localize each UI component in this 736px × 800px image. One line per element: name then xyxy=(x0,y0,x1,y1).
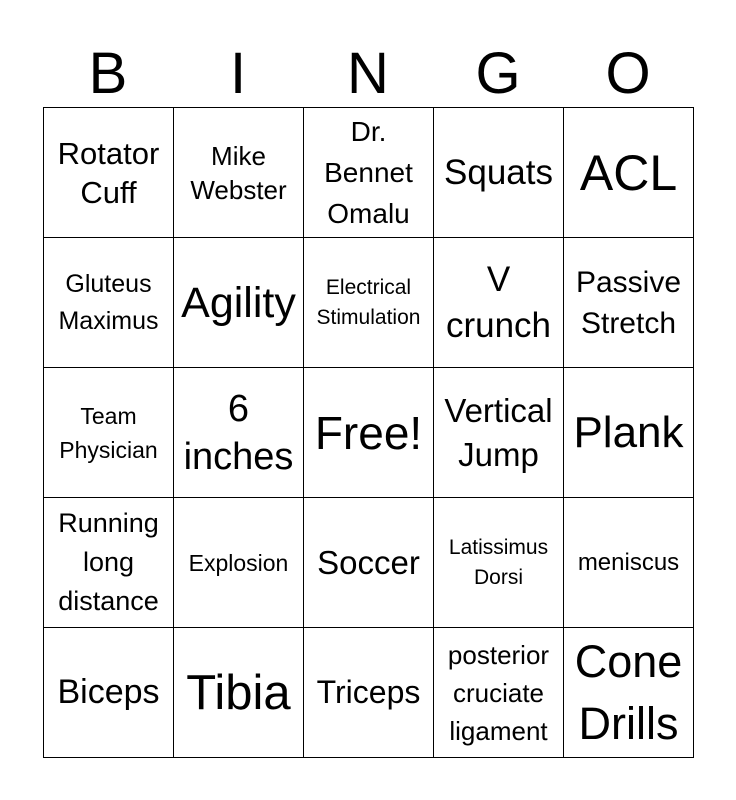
cell-label: Soccer xyxy=(317,544,420,581)
cell-label: Squats xyxy=(444,153,553,192)
cell-label: Dr. Bennet Omalu xyxy=(324,116,413,229)
bingo-cell[interactable] xyxy=(434,498,564,628)
cell-label: meniscus xyxy=(577,548,680,576)
bingo-cell[interactable] xyxy=(434,238,564,368)
cell-label: Tibia xyxy=(186,665,291,720)
bingo-cell[interactable] xyxy=(564,368,694,498)
bingo-cell[interactable] xyxy=(304,498,434,628)
cell-label: Team Physician xyxy=(59,402,158,463)
bingo-cell[interactable] xyxy=(304,238,434,368)
bingo-header xyxy=(43,40,693,108)
cell-label: Electrical Stimulation xyxy=(316,275,421,329)
cell-label: Vertical Jump xyxy=(444,391,553,473)
bingo-cell[interactable] xyxy=(44,498,174,628)
bingo-cell[interactable] xyxy=(434,108,564,238)
cell-label: Cone Drills xyxy=(574,635,683,749)
cell-label: Passive Stretch xyxy=(575,265,682,340)
bingo-cell[interactable] xyxy=(564,238,694,368)
header-letter-g: G xyxy=(475,41,521,106)
cell-label: ACL xyxy=(579,144,678,201)
cell-label: Plank xyxy=(573,407,684,457)
bingo-cell[interactable] xyxy=(174,498,304,628)
header-letter-o: O xyxy=(605,41,651,106)
header-letter-b: B xyxy=(88,41,128,106)
cell-label: Agility xyxy=(181,278,296,327)
bingo-cell[interactable] xyxy=(44,108,174,238)
bingo-cell[interactable] xyxy=(564,108,694,238)
header-letter-i: I xyxy=(229,41,247,106)
bingo-cell[interactable] xyxy=(44,368,174,498)
bingo-cell[interactable] xyxy=(44,238,174,368)
cell-label: Mike Webster xyxy=(190,140,287,205)
bingo-cell[interactable] xyxy=(434,368,564,498)
bingo-cell[interactable] xyxy=(564,498,694,628)
cell-label: Gluteus Maximus xyxy=(58,269,159,335)
bingo-cell[interactable] xyxy=(174,628,304,758)
cell-label: 6 inches xyxy=(183,387,294,478)
bingo-cell[interactable] xyxy=(564,628,694,758)
bingo-cell[interactable] xyxy=(304,628,434,758)
cell-label: Running long distance xyxy=(58,508,159,616)
cell-label: posterior cruciate ligament xyxy=(447,639,550,746)
header-letter-n: N xyxy=(347,41,389,106)
cell-label: Biceps xyxy=(57,673,160,711)
cell-label: Free! xyxy=(314,406,423,459)
bingo-card-grid xyxy=(43,107,694,758)
bingo-cell[interactable] xyxy=(174,238,304,368)
cell-label: V crunch xyxy=(445,259,552,345)
bingo-cell[interactable] xyxy=(44,628,174,758)
cell-label: Explosion xyxy=(188,549,289,576)
cell-label: Triceps xyxy=(316,674,421,710)
bingo-cell[interactable] xyxy=(174,108,304,238)
bingo-cell[interactable] xyxy=(174,368,304,498)
cell-label: Rotator Cuff xyxy=(57,135,160,210)
bingo-cell[interactable] xyxy=(434,628,564,758)
bingo-cell[interactable] xyxy=(304,108,434,238)
cell-label: Latissimus Dorsi xyxy=(448,535,549,589)
bingo-cell[interactable] xyxy=(304,368,434,498)
